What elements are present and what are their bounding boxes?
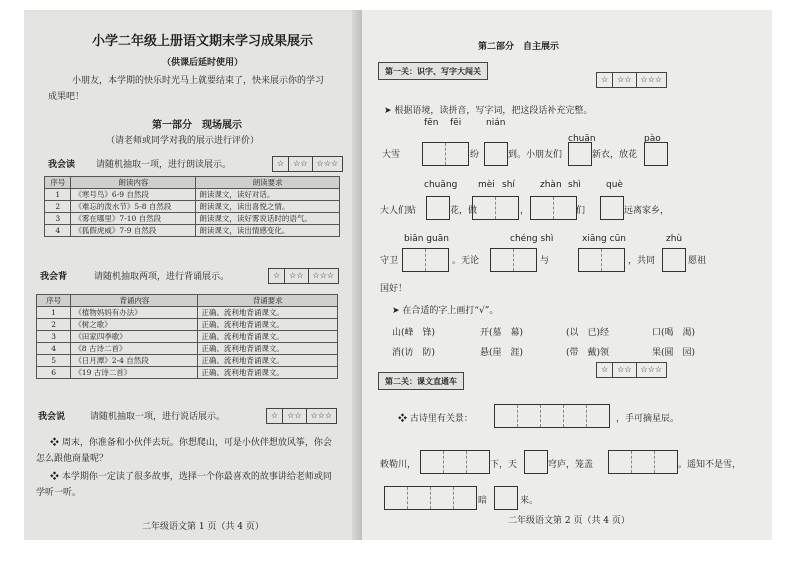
writing-box[interactable] [494, 486, 518, 510]
writing-box[interactable] [578, 248, 625, 272]
pinyin: zhù [666, 234, 683, 244]
table-row: 3 《雾在哪里》7-10 自然段 朗读课文，读好雾说话时的语气。 [45, 213, 340, 225]
pinyin: fēi [450, 118, 462, 128]
poem-line-2: 敕勒川， [380, 460, 417, 470]
page-left [24, 10, 362, 540]
star-1[interactable]: ☆ [597, 73, 613, 87]
choice-item[interactable]: 消(访 防) [392, 348, 436, 358]
sec2-star-rating[interactable] [596, 362, 667, 378]
sec1-star-rating[interactable] [596, 72, 667, 88]
part2-title: 第二部分 自主展示 [478, 42, 560, 52]
star-3[interactable]: ☆☆☆ [640, 365, 663, 374]
photo-frame [24, 10, 772, 540]
table-header: 朗读内容 [71, 177, 196, 189]
choice-item[interactable]: 山(峰 锋) [392, 328, 436, 338]
pinyin: xiāng cūn [582, 234, 626, 244]
star-1[interactable]: ☆ [267, 409, 283, 423]
star-3[interactable]: ☆☆☆ [310, 411, 333, 420]
star-3[interactable]: ☆☆☆ [316, 159, 339, 168]
speak-label: 我会说 [38, 412, 66, 422]
fill-text: 与 [540, 256, 550, 266]
intro-line-1: 小朋友，本学期的快乐时光马上就要结束了，快来展示你的学习 [72, 76, 325, 86]
fill-text: 们 [576, 206, 586, 216]
page-footer-right: 二年级语文第 2 页（共 4 页） [508, 516, 630, 526]
choice-item[interactable]: (以 已)经 [566, 328, 610, 338]
sec1-instruction: ➤ 根据语境，读拼音，写字词，把这段话补充完整。 [384, 106, 593, 116]
poem-line-3-end: 来。 [520, 496, 539, 506]
writing-box[interactable] [384, 486, 477, 510]
pinyin: fēn [424, 118, 439, 128]
table-header: 背诵要求 [198, 295, 338, 307]
recite-instruction: 请随机抽取两项，进行背诵展示。 [94, 272, 230, 282]
fill-text: ，共同 [628, 256, 656, 266]
star-3[interactable]: ☆☆☆ [312, 271, 335, 280]
writing-box[interactable] [662, 248, 686, 272]
poem-line-1: ❖ 古诗里有关景： [398, 414, 473, 424]
writing-box[interactable] [524, 450, 548, 474]
pinyin: chuān [568, 134, 596, 144]
table-header: 朗读要求 [196, 177, 340, 189]
sec1-instruction-2: ➤ 在合适的字上画打“√”。 [392, 306, 499, 316]
choice-item[interactable]: 口(喝 渴) [652, 328, 696, 338]
star-1[interactable]: ☆ [273, 157, 289, 171]
writing-box[interactable] [600, 196, 624, 220]
table-row: 2 《树之歌》 正确、流利地背诵课文。 [37, 319, 338, 331]
table-header: 序号 [45, 177, 71, 189]
exam-subtitle: （供课后延时使用） [162, 58, 244, 68]
table-row: 2 《难忘的泼水节》5-8 自然段 朗读课文，读出喜悦之情。 [45, 201, 340, 213]
read-label: 我会读 [48, 160, 76, 170]
writing-box[interactable] [644, 142, 668, 166]
pinyin: nián [486, 118, 506, 128]
page-footer-left: 二年级语文第 1 页（共 4 页） [142, 522, 264, 532]
star-2[interactable]: ☆☆ [613, 363, 636, 377]
fill-text: 新衣，放花 [592, 150, 638, 160]
star-2[interactable]: ☆☆ [289, 157, 312, 171]
speak-item-1-cont: 怎么跟他商量呢？ [36, 454, 109, 464]
star-1[interactable]: ☆ [597, 363, 613, 377]
fill-text: 大雪 [382, 150, 401, 160]
pinyin: chéng shì [510, 234, 554, 244]
writing-box[interactable] [402, 248, 449, 272]
pinyin: mèi [478, 180, 495, 190]
exam-title: 小学二年级上册语文期末学习成果展示 [92, 34, 314, 49]
table-header: 序号 [37, 295, 71, 307]
table-row: 1 《寒号鸟》6-9 自然段 朗读课文，读好对话。 [45, 189, 340, 201]
sec2-header: 第二关：课文直通车 [378, 372, 464, 390]
speak-item-2-cont: 学听一听。 [36, 488, 82, 498]
poem-line-2b: 下，天 [490, 460, 518, 470]
intro-line-2: 成果吧！ [48, 92, 85, 102]
read-table [44, 176, 340, 237]
star-2[interactable]: ☆☆ [613, 73, 636, 87]
star-3[interactable]: ☆☆☆ [640, 75, 663, 84]
writing-box[interactable] [472, 196, 519, 220]
fill-text: 。无论 [452, 256, 480, 266]
writing-box[interactable] [608, 450, 678, 474]
star-2[interactable]: ☆☆ [283, 409, 306, 423]
fill-text: 到。小朋友们 [508, 150, 563, 160]
fill-text: 纷 [470, 150, 480, 160]
fill-text: 守卫 [380, 256, 399, 266]
table-row: 1 《植物妈妈有办法》 正确、流利地背诵课文。 [37, 307, 338, 319]
poem-line-1-end: ，手可摘星辰。 [616, 414, 680, 424]
table-row: 4 《狐假虎威》7-9 自然段 朗读课文，读出情感变化。 [45, 225, 340, 237]
choice-item[interactable]: 开(墓 幕) [480, 328, 524, 338]
read-instruction: 请随机抽取一项，进行朗读展示。 [96, 160, 232, 170]
poem-line-2c: 穹庐，笼盖 [548, 460, 594, 470]
table-row: 4 《8 古诗二首》 正确、流利地背诵课文。 [37, 343, 338, 355]
poem-line-3: 暗 [478, 496, 488, 506]
speak-item-2: ❖ 本学期你一定读了很多故事，选择一个你最喜欢的故事讲给老师或同 [50, 472, 332, 482]
pinyin: pào [644, 134, 661, 144]
star-1[interactable]: ☆ [269, 269, 285, 283]
writing-box[interactable] [490, 248, 537, 272]
speak-instruction: 请随机抽取一项，进行说话展示。 [90, 412, 226, 422]
part1-title: 第一部分 现场展示 [152, 120, 242, 131]
recite-table [36, 294, 338, 379]
fill-text: ， [520, 206, 530, 216]
writing-box[interactable] [494, 404, 610, 428]
page-right [362, 10, 772, 540]
writing-box[interactable] [422, 142, 469, 166]
writing-box[interactable] [530, 196, 577, 220]
writing-box[interactable] [484, 142, 508, 166]
writing-box[interactable] [426, 196, 450, 220]
fill-text: 愿祖 [688, 256, 707, 266]
pinyin: shì [568, 180, 581, 190]
recite-star-rating[interactable] [268, 268, 339, 284]
table-row: 3 《田家四季歌》 正确、流利地背诵课文。 [37, 331, 338, 343]
sec1-header: 第一关：识字、写字大闯关 [378, 62, 488, 80]
writing-box[interactable] [420, 450, 490, 474]
pinyin: què [606, 180, 623, 190]
pinyin: chuāng [424, 180, 458, 190]
pinyin: biān guān [404, 234, 449, 244]
choice-item[interactable]: 悬(崖 涯) [480, 348, 524, 358]
fill-text: 花，做 [450, 206, 478, 216]
table-row: 5 《日月潭》2-4 自然段 正确、流利地背诵课文。 [37, 355, 338, 367]
speak-star-rating[interactable] [266, 408, 337, 424]
choice-item[interactable]: (带 戴)领 [566, 348, 610, 358]
speak-item-1: ❖ 周末，你准备和小伙伴去玩。你想爬山，可是小伙伴想放风筝，你会 [50, 438, 332, 448]
poem-line-2d: 。遥知不是雪， [678, 460, 742, 470]
writing-box[interactable] [568, 142, 592, 166]
part1-note: （请老师或同学对我的展示进行评价） [106, 136, 260, 146]
table-header: 背诵内容 [71, 295, 198, 307]
fill-text: 国好！ [380, 284, 408, 294]
choice-item[interactable]: 果(圆 园) [652, 348, 696, 358]
pinyin: shí [502, 180, 515, 190]
table-row: 6 《19 古诗二首》 正确、流利地背诵课文。 [37, 367, 338, 379]
read-star-rating[interactable] [272, 156, 343, 172]
star-2[interactable]: ☆☆ [285, 269, 308, 283]
pinyin: zhàn [540, 180, 562, 190]
fill-text: 远离家乡， [624, 206, 670, 216]
recite-label: 我会背 [40, 272, 68, 282]
fill-text: 大人们贴 [380, 206, 417, 216]
